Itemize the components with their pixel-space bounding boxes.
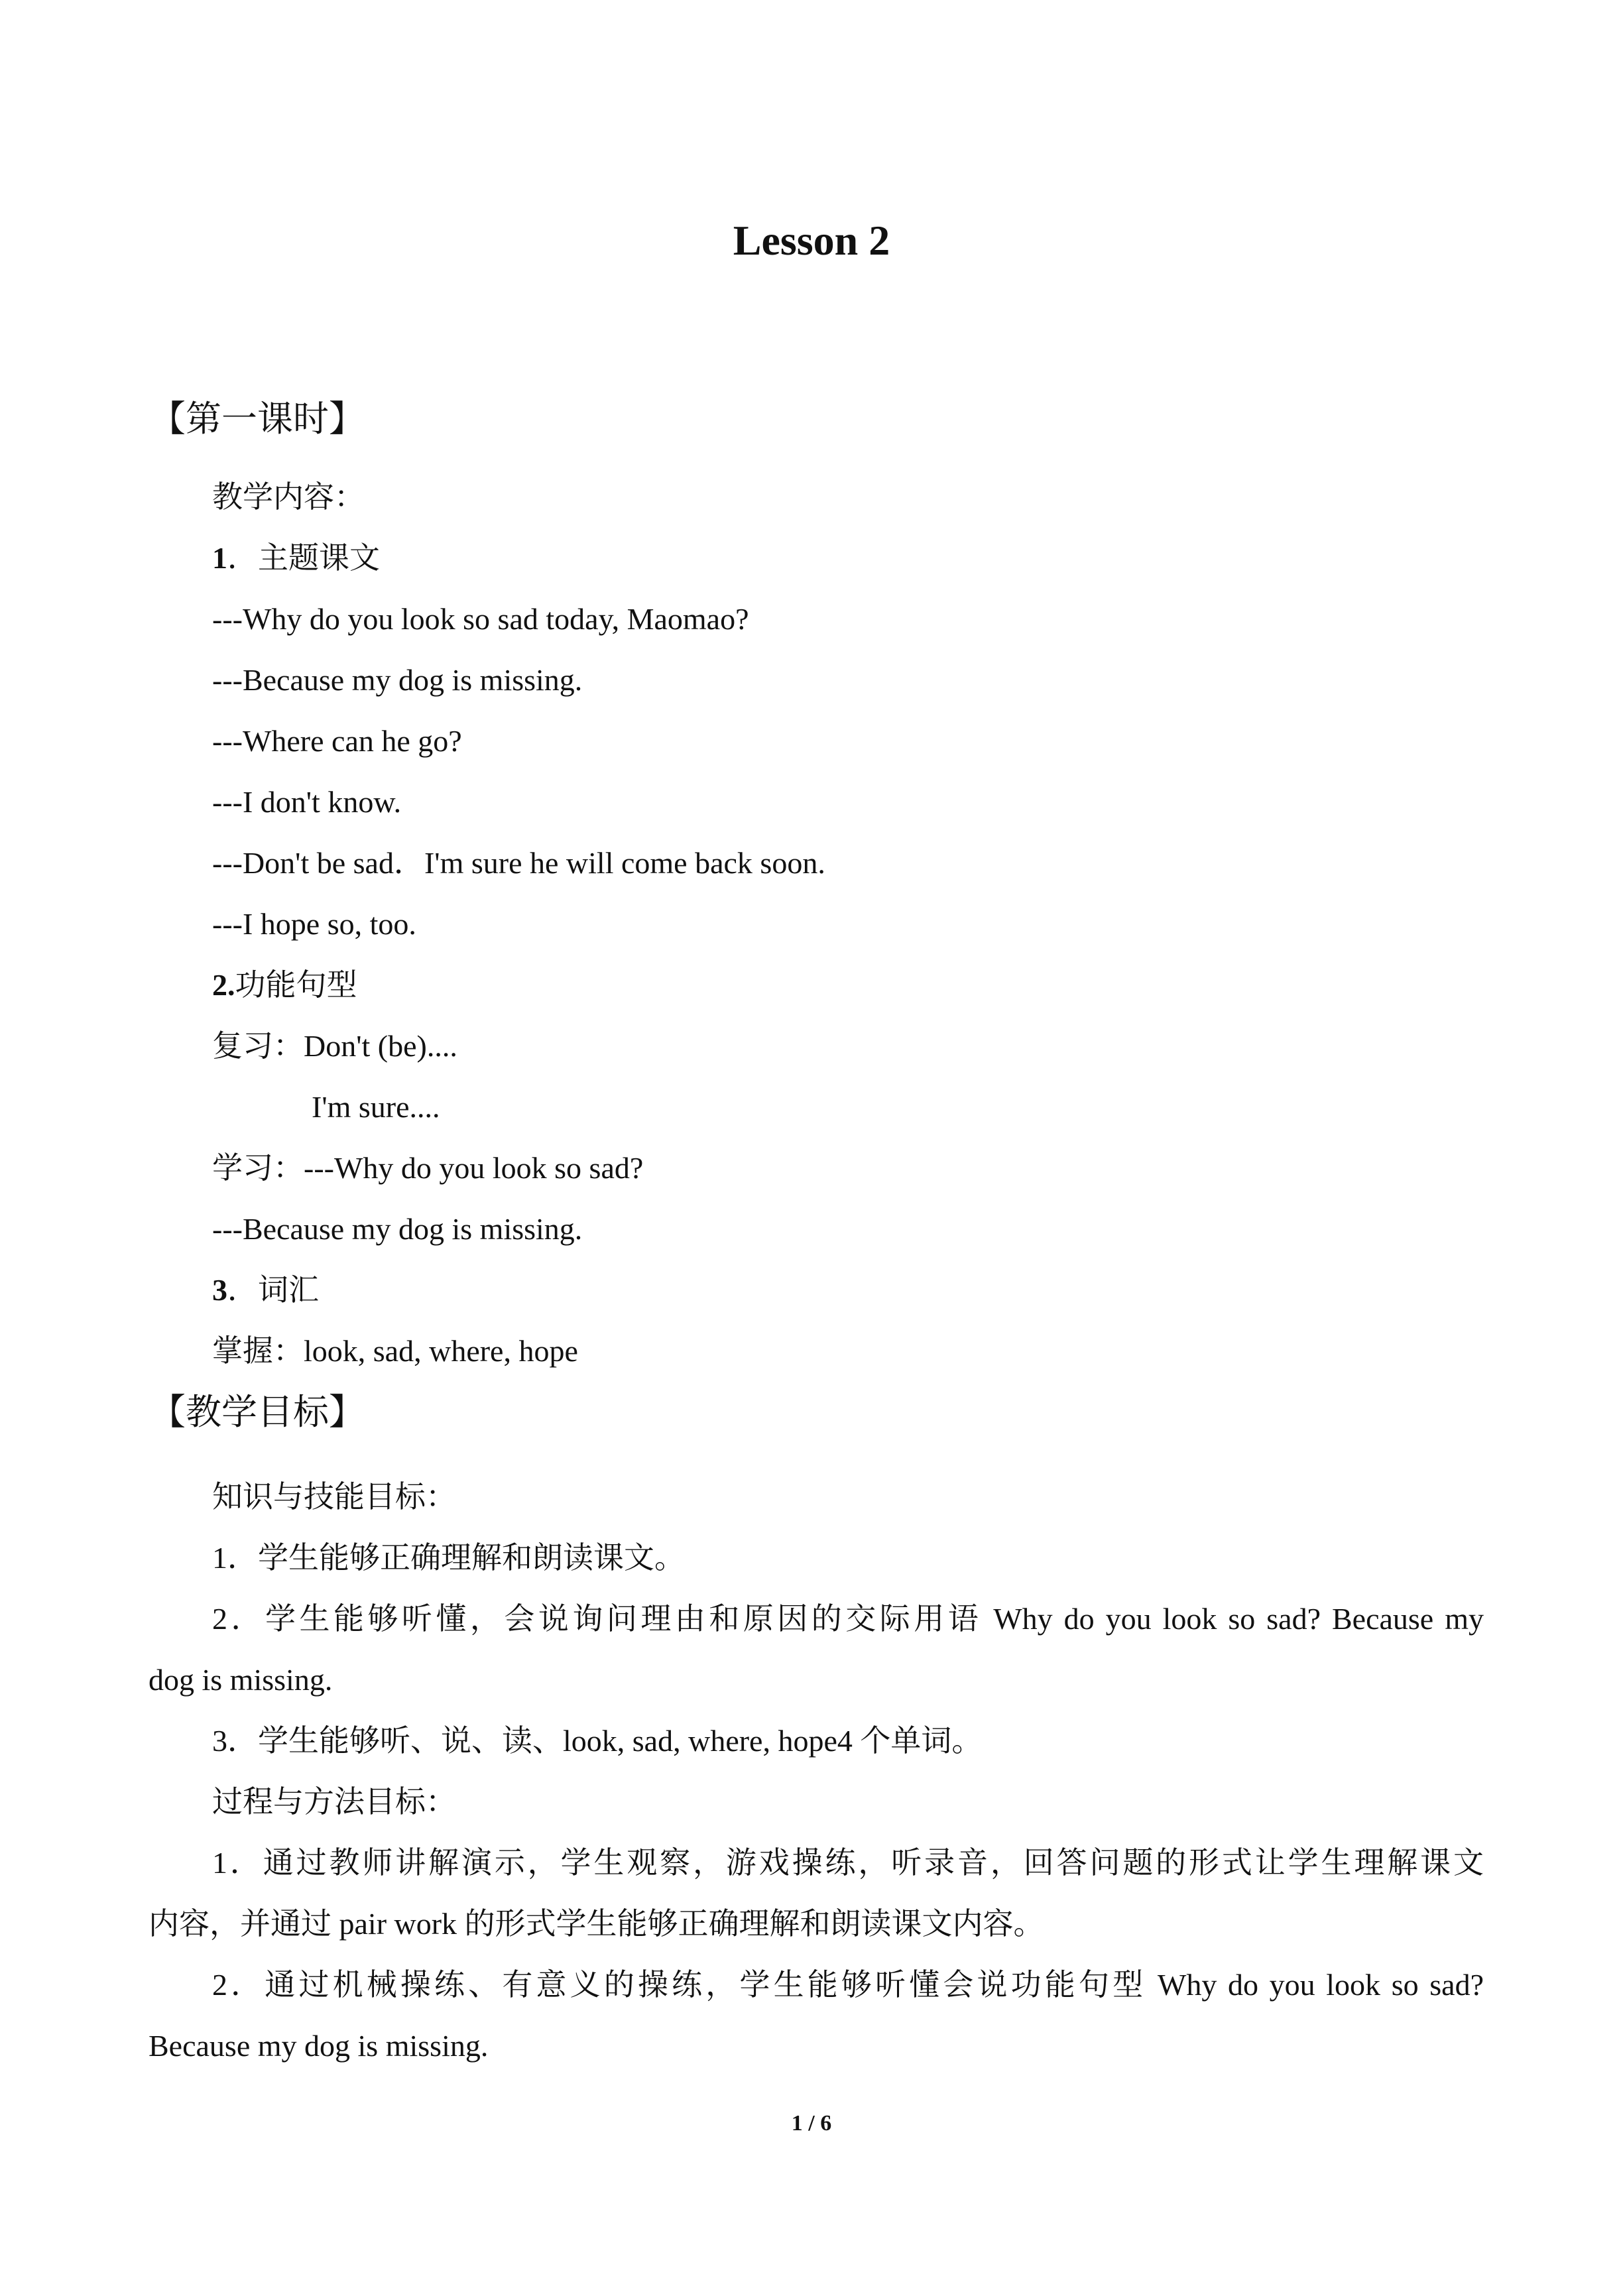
knowledge-skill-label: 知识与技能目标： — [212, 1480, 456, 1514]
dialogue-line-3: ---Where can he go? — [212, 724, 462, 758]
lesson-title: Lesson 2 — [733, 217, 890, 264]
item-3-title: ．词汇 — [227, 1273, 319, 1307]
item-3-heading — [212, 1269, 319, 1311]
process-method-label: 过程与方法目标： — [212, 1785, 456, 1819]
item-2-title: 功能句型 — [235, 968, 357, 1002]
item-1-number: 1 — [212, 541, 227, 575]
item-2-heading — [212, 964, 357, 1006]
review-label: 复习： — [212, 1029, 304, 1063]
content-label: 教学内容： — [212, 480, 365, 514]
item-3-number: 3 — [212, 1273, 227, 1307]
item-1-title: ．主题课文 — [227, 541, 380, 575]
review-pattern-1: Don't (be).... — [304, 1029, 457, 1063]
knowledge-goal-2-line-1: 2．学生能够听懂，会说询问理由和原因的交际用语 Why do you look so sad? Because my — [212, 1602, 1484, 1636]
process-goal-1-line-1: 1．通过教师讲解演示，学生观察，游戏操练，听录音，回答问题的形式让学生理解课文 — [212, 1846, 1484, 1880]
process-goal-2-line-1: 2．通过机械操练、有意义的操练，学生能够听懂会说功能句型 Why do you look so sad? — [212, 1968, 1484, 2002]
learn-line-1 — [212, 1147, 643, 1189]
page-number: 1 / 6 — [791, 2111, 832, 2136]
item-2-number: 2. — [212, 968, 235, 1002]
item-1-heading — [212, 537, 380, 579]
learn-label: 学习： — [212, 1151, 304, 1185]
vocabulary-master: 掌握：look, sad, where, hope — [212, 1334, 578, 1368]
knowledge-goal-1: 1．学生能够正确理解和朗读课文。 — [212, 1541, 685, 1575]
dialogue-line-5: ---Don't be sad．I'm sure he will come back soon. — [212, 846, 825, 880]
dialogue-line-2: ---Because my dog is missing. — [212, 663, 583, 697]
learn-pattern-1: ---Why do you look so sad? — [304, 1151, 644, 1185]
learn-pattern-2: ---Because my dog is missing. — [212, 1212, 583, 1246]
section-heading-teaching-goals: 【教学目标】 — [150, 1392, 365, 1432]
knowledge-goal-2-line-2: dog is missing. — [149, 1663, 333, 1697]
review-pattern-2: I'm sure.... — [312, 1090, 440, 1124]
section-heading-first-lesson: 【第一课时】 — [150, 399, 365, 439]
process-goal-1-line-2: 内容，并通过 pair work 的形式学生能够正确理解和朗读课文内容。 — [149, 1907, 1044, 1941]
dialogue-line-1: ---Why do you look so sad today, Maomao? — [212, 602, 749, 636]
dialogue-line-4: ---I don't know. — [212, 785, 402, 819]
dialogue-line-6: ---I hope so, too. — [212, 907, 416, 941]
process-goal-2-line-2: Because my dog is missing. — [149, 2029, 489, 2063]
review-line-1 — [212, 1025, 457, 1067]
knowledge-goal-3: 3．学生能够听、说、读、look, sad, where, hope4 个单词。 — [212, 1724, 983, 1758]
